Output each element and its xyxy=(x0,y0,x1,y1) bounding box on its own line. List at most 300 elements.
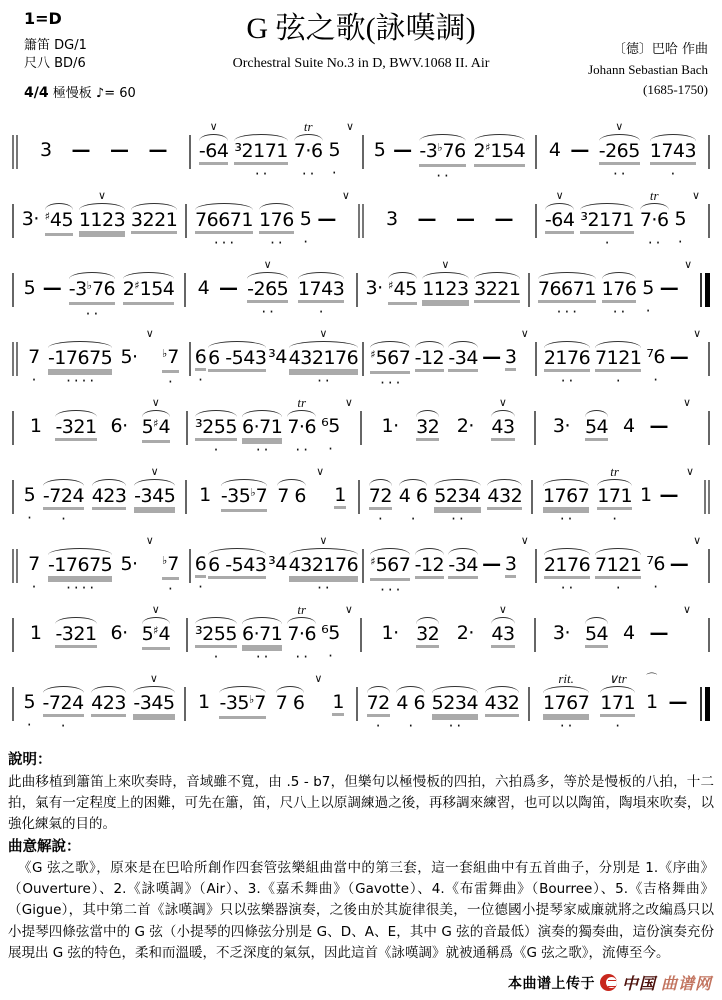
note-group xyxy=(334,465,346,526)
octave-dots: ·· xyxy=(612,303,629,321)
note-digits: 1· xyxy=(381,622,399,644)
note-group xyxy=(259,189,294,251)
spacer xyxy=(260,603,264,617)
note-digits: 7121 xyxy=(595,554,642,576)
site-logo-icon[interactable] xyxy=(600,974,617,991)
breath-mark xyxy=(521,534,529,595)
spacer xyxy=(169,534,173,548)
note-group xyxy=(111,603,128,664)
note-group xyxy=(396,672,425,734)
octave-dots: ·· xyxy=(255,648,272,666)
breath-mark xyxy=(346,120,354,181)
note-group xyxy=(287,603,316,665)
breath-mark xyxy=(342,189,350,250)
breath-mark xyxy=(146,534,154,595)
articulation-mark: ∨ xyxy=(319,534,328,547)
note-group xyxy=(366,258,383,319)
measure xyxy=(536,603,708,665)
spacer xyxy=(490,534,494,548)
spacer xyxy=(553,120,557,134)
spacer xyxy=(336,672,340,686)
note-group xyxy=(198,672,210,733)
note-digits: 7121 xyxy=(595,347,642,369)
spacer xyxy=(595,396,599,410)
arc-spacer xyxy=(345,617,353,623)
note-digits: 5234 xyxy=(434,485,481,507)
notes-body-1: 此曲移植到簫笛上來吹奏時，音域雖不寬，由 .5 - b7，但樂句以極慢板的四拍，六拍爲多，等於是慢板的八拍，十二拍，氣有一定程度上的困難，可先在簫，笛，尺八上以原調練過之後，再移調來練習，也可以以陶笛，陶塤來吹奏，以強化練氣的目的。 xyxy=(8,773,714,832)
note-group xyxy=(434,465,480,527)
note-digits: 5 xyxy=(642,277,654,299)
note-digits: 1 xyxy=(334,484,346,506)
composer-years: (1685-1750) xyxy=(643,82,708,97)
tempo-text: 極慢板 xyxy=(52,86,92,101)
spacer xyxy=(90,258,94,272)
note-digits: 2♯154 xyxy=(473,140,526,162)
note-group xyxy=(674,189,686,250)
note-digits: — xyxy=(669,346,689,368)
note-digits: 3 xyxy=(385,208,398,230)
score-line xyxy=(12,672,710,741)
note-group xyxy=(482,534,501,595)
note-group xyxy=(456,189,475,250)
note-group xyxy=(491,396,514,458)
spacer xyxy=(425,189,429,203)
site-name-part2[interactable]: 曲谱网 xyxy=(660,974,712,993)
note-digits: ♯567 xyxy=(370,554,411,576)
spacer xyxy=(222,189,226,203)
note-group xyxy=(48,327,112,389)
note-group xyxy=(79,189,125,251)
octave-dots: · xyxy=(303,233,311,251)
spacer xyxy=(389,534,393,548)
spacer xyxy=(329,603,333,617)
note-digits: ♯567 xyxy=(370,347,411,369)
score-line xyxy=(12,465,710,534)
note-group xyxy=(234,120,288,182)
octave-dots: ··· xyxy=(556,303,580,321)
note-group xyxy=(640,465,652,526)
note-group xyxy=(416,396,439,458)
note-group xyxy=(646,327,665,388)
tempo-value: = 60 xyxy=(104,86,136,101)
arc-spacer xyxy=(693,341,701,347)
note-group xyxy=(602,258,637,320)
spacer xyxy=(401,120,405,134)
spacer xyxy=(565,258,569,272)
note-digits: 7 xyxy=(28,553,40,575)
note-digits: -3♭76 xyxy=(68,278,116,300)
spacer xyxy=(199,327,203,341)
measure xyxy=(18,120,189,181)
octave-dots: · xyxy=(31,371,40,389)
note-digits: 6· xyxy=(110,415,128,437)
note-group xyxy=(162,327,179,390)
flat-icon: ♭ xyxy=(250,486,256,499)
spacer xyxy=(78,534,82,548)
measure xyxy=(191,327,362,389)
octave-dots: ·· xyxy=(270,234,286,252)
measure xyxy=(14,396,186,460)
spacer xyxy=(169,327,173,341)
note-digits: 2176 xyxy=(543,347,591,369)
spacer xyxy=(676,672,680,686)
spacer xyxy=(74,396,78,410)
octave-dots: · xyxy=(653,371,661,389)
note-group xyxy=(505,534,517,595)
measure xyxy=(530,258,700,320)
final-barline xyxy=(700,687,710,721)
note-digits: -64 xyxy=(198,140,229,162)
breath-mark xyxy=(686,465,694,526)
octave-dots: ·· xyxy=(255,441,272,459)
note-digits: 43 xyxy=(491,623,515,645)
note-group xyxy=(43,465,84,527)
arc-spacer xyxy=(693,548,701,554)
note-digits: -345 xyxy=(133,692,175,714)
articulation-mark: ∨ xyxy=(441,258,450,271)
note-group xyxy=(399,465,428,527)
note-digits: 1 xyxy=(645,691,658,713)
instrument-2: 尺八 BD/6 xyxy=(24,56,86,71)
note-digits: 1767 xyxy=(542,692,590,714)
measure xyxy=(187,465,358,529)
note-group xyxy=(650,396,669,457)
octave-dots: · xyxy=(213,441,222,459)
spacer xyxy=(671,120,675,134)
spacer xyxy=(117,603,121,617)
note-group xyxy=(321,396,340,457)
octave-dots: ·· xyxy=(436,167,452,185)
note-group xyxy=(585,396,608,458)
note-digits: — xyxy=(218,277,238,299)
articulation-mark: ∨ xyxy=(344,396,353,409)
octave-dots: ···· xyxy=(66,579,98,597)
spacer xyxy=(401,258,405,272)
note-group xyxy=(370,534,410,598)
time-signature: 4/4 xyxy=(24,85,49,101)
note-group xyxy=(419,120,465,184)
note-digits: — xyxy=(649,415,669,437)
note-group xyxy=(549,120,561,181)
octave-dots: · xyxy=(27,509,35,527)
articulation-mark: ∨ xyxy=(498,396,507,409)
note-group xyxy=(381,603,398,664)
note-digits: — xyxy=(71,139,91,161)
octave-dots: ·· xyxy=(560,579,577,597)
note-digits: 1 xyxy=(199,484,211,506)
octave-dots: ··· xyxy=(380,581,404,599)
note-group xyxy=(580,189,634,251)
note-group xyxy=(544,327,590,389)
measure xyxy=(537,534,708,596)
spacer xyxy=(617,258,621,272)
note-digits: 5 xyxy=(23,484,36,506)
note-digits: ♭7 xyxy=(161,553,179,575)
note-group xyxy=(422,258,468,320)
note-digits: 1743 xyxy=(297,278,345,300)
spacer xyxy=(379,465,383,479)
note-group xyxy=(448,327,478,389)
spacer xyxy=(203,465,207,479)
note-group xyxy=(544,534,590,596)
spacer xyxy=(319,258,323,272)
note-group xyxy=(289,327,359,389)
note-digits: 76671 xyxy=(195,209,253,231)
note-digits: 5♯4 xyxy=(141,623,171,645)
note-digits: ³255 xyxy=(195,623,237,645)
note-digits: 1 xyxy=(332,691,345,713)
octave-dots: ·· xyxy=(317,372,333,390)
spacer xyxy=(275,189,279,203)
octave-dots: · xyxy=(328,647,336,665)
spacer xyxy=(74,603,78,617)
spacer xyxy=(428,534,432,548)
measure xyxy=(358,672,528,734)
note-group xyxy=(300,189,312,250)
octave-dots: ·· xyxy=(560,372,577,390)
spacer xyxy=(329,396,333,410)
barline xyxy=(708,618,710,652)
note-group xyxy=(268,327,287,388)
note-group xyxy=(367,672,390,734)
note-digits: 6 xyxy=(194,553,207,575)
octave-dots: · xyxy=(26,716,35,734)
note-group xyxy=(545,189,575,251)
spacer xyxy=(107,672,111,686)
note-group xyxy=(142,603,171,667)
score xyxy=(0,116,722,741)
note-digits: 3221 xyxy=(474,278,521,300)
octave-dots: · xyxy=(60,717,69,735)
note-group xyxy=(553,603,570,664)
note-group xyxy=(162,534,179,597)
breath-mark xyxy=(693,327,701,388)
note-digits: 6·71 xyxy=(241,623,283,645)
note-group xyxy=(199,465,211,526)
spacer xyxy=(214,396,218,410)
spacer xyxy=(202,258,206,272)
note-group xyxy=(370,327,410,391)
measure xyxy=(186,672,356,736)
barline xyxy=(708,342,710,376)
arc-spacer xyxy=(683,617,691,623)
note-digits: -724 xyxy=(42,692,84,714)
spacer xyxy=(241,672,245,686)
articulation-mark: ∨ xyxy=(498,603,507,616)
measure xyxy=(188,603,360,665)
articulation-mark: ∨ xyxy=(151,603,160,616)
articulation-mark: ∨ xyxy=(149,672,158,685)
octave-dots: · xyxy=(677,233,686,251)
spacer xyxy=(679,189,683,203)
instrument-1: 簫笛 DG/1 xyxy=(24,38,87,53)
arc-spacer xyxy=(683,410,691,416)
note-digits: -12 xyxy=(414,347,445,369)
spacer xyxy=(29,189,33,203)
note-digits: 1 xyxy=(29,622,42,644)
articulation-mark: ∨ xyxy=(151,396,160,409)
composer-block xyxy=(588,40,708,100)
spacer xyxy=(226,258,230,272)
spacer xyxy=(32,327,36,341)
note-group xyxy=(669,672,688,733)
note-group xyxy=(332,672,344,733)
note-digits: ♭7 xyxy=(161,346,179,368)
note-digits: 76671 xyxy=(537,278,596,300)
measure xyxy=(14,672,184,734)
note-digits: -35♭7 xyxy=(220,485,268,507)
note-group xyxy=(485,672,520,734)
note-group xyxy=(131,189,177,251)
note-group xyxy=(597,465,632,527)
note-group xyxy=(247,258,288,320)
flat-icon: ♭ xyxy=(86,279,92,292)
articulation-mark: ∨ xyxy=(209,120,218,133)
note-group xyxy=(111,396,128,457)
note-digits: -64 xyxy=(544,209,575,231)
spacer xyxy=(595,603,599,617)
note-digits: 5234 xyxy=(431,692,479,714)
octave-dots: · xyxy=(612,510,621,528)
octave-dots: ·· xyxy=(559,510,576,528)
note-digits: -34 xyxy=(448,347,478,369)
spacer xyxy=(428,327,432,341)
note-group xyxy=(457,603,474,664)
note-group xyxy=(415,534,445,596)
arc-spacer xyxy=(345,410,353,416)
barline xyxy=(708,549,710,583)
note-digits: 2· xyxy=(456,622,474,644)
note-digits: -34 xyxy=(448,554,478,576)
note-group xyxy=(195,396,237,458)
note-group xyxy=(416,603,439,665)
octave-dots: ·· xyxy=(559,717,576,735)
note-digits: 7 xyxy=(28,346,40,368)
note-group xyxy=(670,534,689,595)
octave-dots: · xyxy=(213,648,222,666)
articulation-mark: tr xyxy=(297,395,307,410)
measure xyxy=(364,189,535,250)
spacer xyxy=(667,465,671,479)
note-group xyxy=(494,189,513,250)
note-digits: -265 xyxy=(247,278,289,300)
spacer xyxy=(118,120,122,134)
site-name-part1[interactable]: 中国 xyxy=(621,974,656,993)
octave-dots: ·· xyxy=(254,165,271,183)
note-group xyxy=(242,396,282,458)
note-group xyxy=(287,396,316,458)
spacer xyxy=(461,534,465,548)
breath-mark xyxy=(692,189,700,250)
note-digits: -321 xyxy=(55,623,97,645)
note-digits: 432176 xyxy=(288,347,359,369)
spacer xyxy=(32,534,36,548)
note-group xyxy=(491,603,514,665)
barline xyxy=(708,411,710,445)
spacer xyxy=(565,534,569,548)
note-digits: 72 xyxy=(366,692,390,714)
note-group xyxy=(670,327,689,388)
note-group xyxy=(538,258,596,320)
note-digits: 32 xyxy=(416,416,440,438)
note-group xyxy=(22,189,39,250)
note-group xyxy=(595,327,641,389)
sharp-icon: ♯ xyxy=(388,279,394,292)
arc-spacer xyxy=(316,479,324,485)
spacer xyxy=(578,120,582,134)
note-digits: 1123 xyxy=(78,209,126,231)
arc-spacer xyxy=(521,548,529,554)
arc-spacer xyxy=(686,479,694,485)
octave-dots: · xyxy=(61,510,69,528)
sharp-icon: ♯ xyxy=(485,141,491,154)
measure xyxy=(18,327,189,390)
note-group xyxy=(72,120,91,181)
sharp-icon: ♯ xyxy=(153,417,159,430)
sharp-icon: ♯ xyxy=(370,348,376,361)
note-digits: — xyxy=(42,277,62,299)
octave-dots: · xyxy=(615,579,624,597)
spacer xyxy=(453,672,457,686)
note-group xyxy=(195,534,207,595)
octave-dots: · xyxy=(615,717,624,735)
note-group xyxy=(600,672,635,734)
articulation-mark: tr xyxy=(649,188,659,203)
upload-text: 本曲谱上传于 xyxy=(507,975,595,992)
note-group xyxy=(432,672,478,734)
breath-mark xyxy=(316,465,324,526)
note-group xyxy=(487,465,522,527)
note-digits: 3221 xyxy=(130,209,178,231)
note-group xyxy=(448,534,478,596)
note-digits: 5 xyxy=(23,691,36,713)
articulation-mark: ∨ xyxy=(314,672,323,685)
spacer xyxy=(214,603,218,617)
note-group xyxy=(30,603,42,664)
articulation-mark: ∨ xyxy=(316,465,325,478)
spacer xyxy=(560,603,564,617)
spacer xyxy=(654,534,658,548)
note-digits: — xyxy=(659,484,678,506)
note-digits: 432 xyxy=(487,485,523,507)
spacer xyxy=(28,465,32,479)
spacer xyxy=(644,465,648,479)
note-digits: — xyxy=(482,346,501,368)
note-digits: -321 xyxy=(55,416,97,438)
note-digits: — xyxy=(659,277,679,299)
note-group xyxy=(219,672,265,736)
note-group xyxy=(595,534,641,596)
breath-mark xyxy=(683,603,691,664)
note-group xyxy=(277,465,306,527)
note-group xyxy=(623,603,635,664)
spacer xyxy=(28,672,32,686)
octave-dots: · xyxy=(31,578,40,596)
note-group xyxy=(415,327,445,389)
note-digits: — xyxy=(668,691,687,713)
spacer xyxy=(411,465,415,479)
spacer xyxy=(34,396,38,410)
score-line xyxy=(12,603,710,672)
note-group xyxy=(195,189,253,251)
note-group xyxy=(276,672,305,734)
spacer xyxy=(333,120,337,134)
spacer xyxy=(667,258,671,272)
note-digits: ⁶5 xyxy=(321,415,340,437)
note-digits: 43 xyxy=(491,416,515,438)
spacer xyxy=(389,327,393,341)
measure xyxy=(358,258,528,322)
